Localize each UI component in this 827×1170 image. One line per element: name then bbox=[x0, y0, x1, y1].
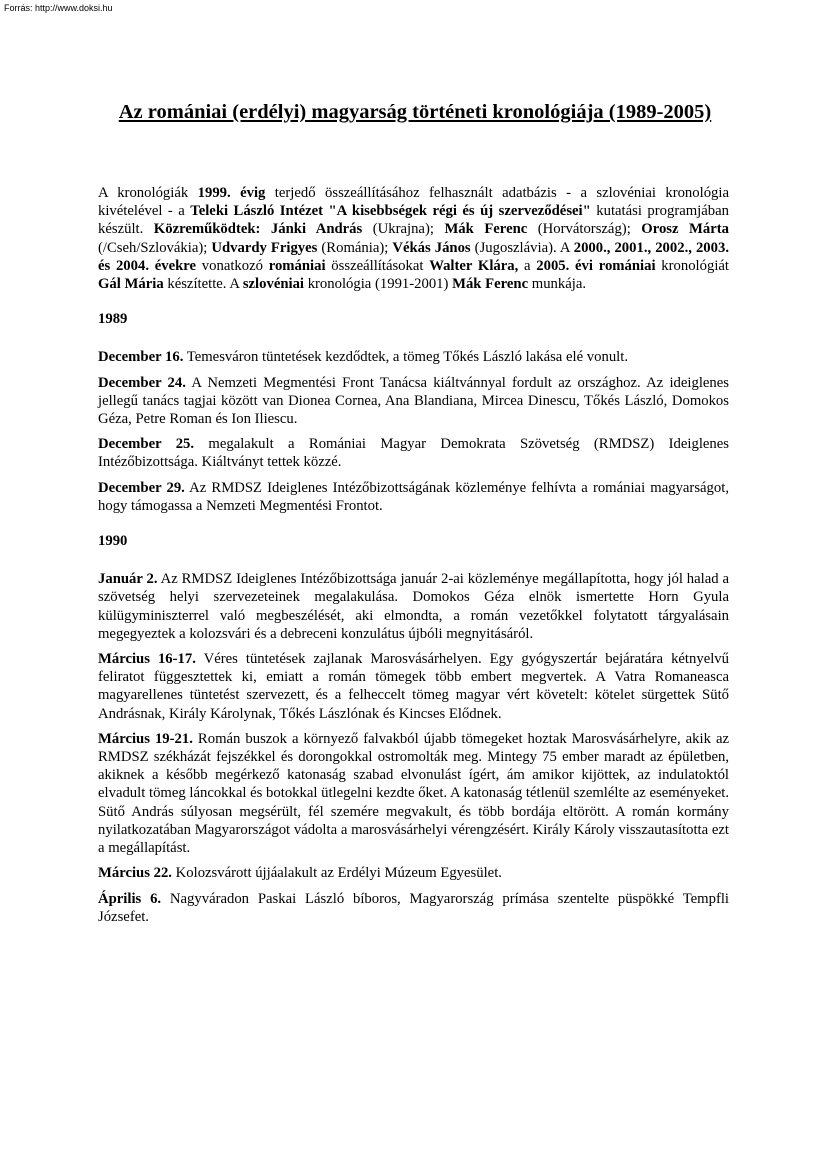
entry-text: Az RMDSZ Ideiglenes Intézőbizottsága január 2-ai közleménye megállapította, hogy jól halad a szövetség helyi szervezeteinek megalakulása. Domokos Géza elnök ismertette Horn Gyula külügyminiszterrel való megbeszélését, aki elmondta, a román vezetőkkel folytatott tárgyalásain megegyeztek a kolozsvári és a debreceni konzulátus újbóli megnyitásáról. bbox=[98, 571, 730, 642]
intro-bold-run: Gál Mária bbox=[98, 276, 164, 293]
intro-text-run: (Ukrajna); bbox=[362, 221, 445, 238]
intro-bold-run: Udvardy Frigyes bbox=[211, 239, 318, 256]
intro-bold-run: 1999. évig bbox=[197, 185, 266, 201]
entry-text: Az RMDSZ Ideiglenes Intézőbizottságának közleménye felhívta a romániai magyarságot, hogy támogassa a Nemzeti Megmentési Frontot. bbox=[98, 479, 730, 514]
intro-text-run: vonatkozó bbox=[196, 257, 269, 274]
intro-bold-run: Teleki László Intézet "A kisebbségek régi és új szerveződései" bbox=[190, 203, 591, 220]
entry-date: Április 6. bbox=[98, 890, 162, 907]
intro-text-run: kronológiát bbox=[655, 257, 730, 274]
chronology-entry bbox=[98, 730, 729, 857]
entry-text: Kolozsvárott újjáalakult az Erdélyi Múzeum Egyesület. bbox=[171, 865, 502, 882]
chronology-entry bbox=[98, 864, 729, 882]
entry-text: megalakult a Romániai Magyar Demokrata Szövetség (RMDSZ) Ideiglenes Intézőbizottsága. Kiáltványt tettek közzé. bbox=[98, 436, 729, 471]
year-heading-1989: 1989 bbox=[98, 311, 128, 328]
entry-text: Véres tüntetések zajlanak Marosvásárhelyen. Egy gyógyszertár bejáratára kétnyelvű feliratot függesztettek ki, emiatt a román tömegek több embert megvertek. A Vatra Romaneasca magyarellenes tüntetést szervezett, és a felheccelt tömeg magyar vért követelt: kötelet sürgettek Sütő Andrásnak, Király Károlynak, Tőkés Lászlónak és Kincses Elődnek. bbox=[98, 651, 729, 722]
entry-text: Román buszok a környező falvakból újabb tömegeket hoztak Marosvásárhelyre, akik az RMDSZ székházát fejszékkel és dorongokkal ostromolták meg. Mintegy 75 ember maradt az épületben, akiknek a később megérkező katonaság szabad elvonulást ígért, ám amikor kijöttek, az indulatoktól elvadult tömeg láncokkal és botokkal ütlegelni kezdte őket. A katonaság tétlenül szemlélte az eseményeket. Sütő András súlyosan megsérült, fél szemére megvakult, és több bordája eltörött. A román kormány nyilatkozatában Magyarországot vádolta a marosvásárhelyi vérengzésért. Király Károly visszautasította ezt a megállapítást. bbox=[98, 730, 729, 857]
chronology-entry bbox=[98, 374, 729, 429]
source-url-note: Forrás: http://www.doksi.hu bbox=[4, 3, 113, 13]
intro-bold-run: Közreműködtek: Jánki András bbox=[153, 221, 363, 238]
entry-text: A Nemzeti Megmentési Front Tanácsa kiáltvánnyal fordult az országhoz. Az ideiglenes jellegű tanács tagjai között van Dionea Cornea, Ana Blandiana, Mircea Dinescu, Tőkés László, Domokos Géza, Petre Roman és Ion Iliescu. bbox=[98, 374, 729, 428]
intro-bold-run: 2005. évi romániai bbox=[536, 257, 656, 274]
intro-bold-run: romániai bbox=[268, 257, 326, 274]
intro-text-run: (Horvátország); bbox=[527, 221, 642, 238]
intro-bold-run: Vékás János bbox=[392, 239, 471, 256]
intro-text-run: (Jugoszlávia). A bbox=[470, 239, 574, 256]
entry-text: Temesváron tüntetések kezdődtek, a tömeg Tőkés László lakása elé vonult. bbox=[183, 349, 629, 366]
intro-bold-run: szlovéniai bbox=[242, 276, 305, 293]
chronology-entry bbox=[98, 435, 729, 471]
intro-bold-run: Walter Klára, bbox=[429, 257, 519, 274]
year-1989-entries bbox=[98, 348, 729, 515]
entry-date: December 24. bbox=[98, 374, 186, 391]
entry-date: Március 22. bbox=[98, 865, 172, 882]
chronology-entry bbox=[98, 890, 729, 926]
entry-date: Március 19-21. bbox=[98, 730, 193, 747]
intro-bold-run: Mák Ferenc bbox=[452, 276, 529, 293]
intro-text-run: kutatási programjában készült. bbox=[98, 203, 729, 238]
chronology-entry bbox=[98, 479, 729, 515]
intro-text-run: (Románia); bbox=[317, 239, 393, 256]
entry-date: Január 2. bbox=[98, 571, 158, 588]
intro-text-run: munkája. bbox=[528, 276, 587, 293]
entry-text: Nagyváradon Paskai László bíboros, Magyarország prímása szentelte püspökké Tempfli Józsefet. bbox=[98, 890, 729, 925]
intro-bold-run: Mák Ferenc bbox=[444, 221, 528, 238]
intro-text-run: (/Cseh/Szlovákia); bbox=[98, 239, 212, 256]
intro-text-run: A kronológiák bbox=[98, 185, 198, 201]
chronology-entry bbox=[98, 650, 729, 723]
intro-text-run: terjedő összeállításához felhasznált adatbázis - a szlovéniai kronológia kivételével - a bbox=[98, 185, 729, 220]
chronology-entry bbox=[98, 348, 729, 366]
intro-bold-run: Orosz Márta bbox=[641, 221, 730, 238]
intro-text-run: a bbox=[518, 257, 537, 274]
document-body bbox=[98, 184, 729, 943]
intro-bold-run: 2000., 2001., 2002., 2003. és 2004. évekre bbox=[98, 239, 730, 274]
chronology-entry bbox=[98, 570, 729, 643]
intro-text-run: kronológia (1991-2001) bbox=[304, 276, 453, 293]
entry-date: December 29. bbox=[98, 479, 185, 496]
entry-date: December 16. bbox=[98, 349, 184, 366]
entry-date: Március 16-17. bbox=[98, 651, 196, 668]
intro-text-run: összeállításokat bbox=[325, 257, 430, 274]
intro-paragraph bbox=[98, 184, 729, 293]
year-1990-entries bbox=[98, 570, 729, 926]
entry-date: December 25. bbox=[98, 436, 195, 453]
intro-text-run: készítette. A bbox=[163, 276, 243, 293]
year-heading-1990: 1990 bbox=[98, 533, 128, 550]
page-title: Az romániai (erdélyi) magyarság történeti kronológiája (1989-2005) bbox=[118, 101, 712, 123]
